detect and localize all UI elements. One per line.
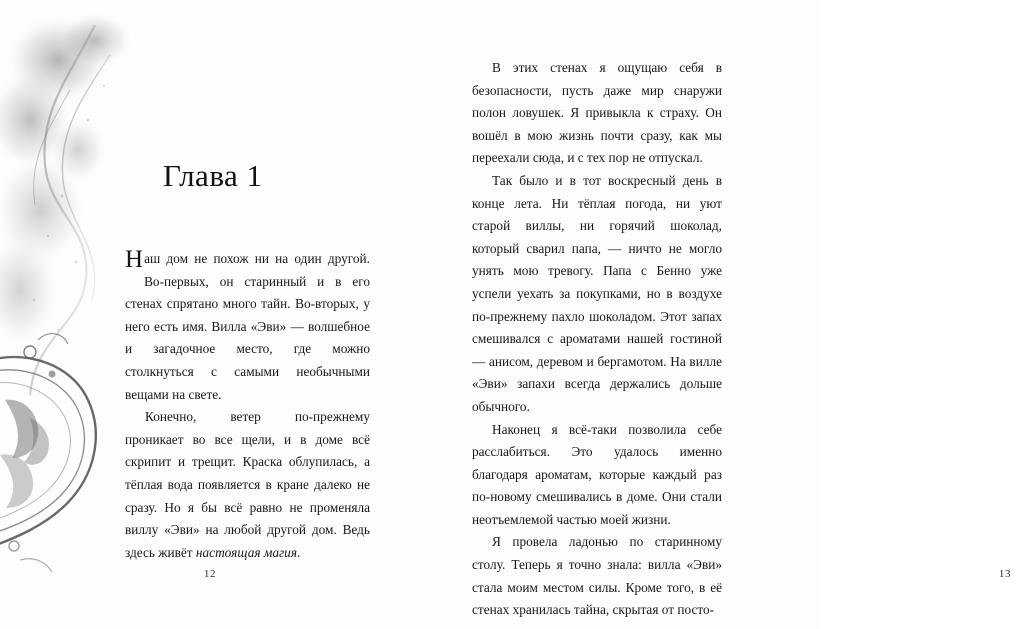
drop-cap: Н (125, 246, 144, 273)
page-number-right: 13 (998, 568, 1012, 580)
right-page-body (472, 57, 722, 622)
chapter-title: Глава 1 (163, 158, 263, 193)
paragraph: Наконец я всё-таки позволила себе расслабиться. Это удалось именно благодаря ароматам, которые каждый раз по-новому смешивались в доме. Они стали неотъемлемой частью моей жизни. (472, 421, 722, 527)
paragraph: Я провела ладонью по старинному столу. Теперь я точно знала: вилла «Эви» стала моим местом силы. Кроме того, в её стенах хранилась тайна, скрытая от посто- (472, 534, 722, 618)
paragraph: В этих стенах я ощущаю себя в безопасности, пусть даже мир снаружи полон ловушек. Я привыкла к страху. Он вошёл в мою жизнь почти сразу, как мы переехали сюда, и с тех пор не отпускал. (472, 60, 722, 166)
page-number-left: 12 (203, 568, 217, 580)
emphasis-text: настоящая магия (195, 544, 297, 560)
paragraph (125, 248, 370, 406)
paragraph (125, 406, 370, 564)
paragraph-text: аш дом не похож ни на один другой. Во-первых, он старинный и в его стенах спрятано много тайн. Во-вторых, у него есть имя. Вилла «Эви» — волшебное и загадочное место, где можно столкнуться с самыми необычными вещами на свете. (125, 251, 370, 402)
page-right (410, 0, 1012, 629)
paragraph: Так было и в тот воскресный день в конце лета. Ни тёплая погода, ни уют старой виллы, ни горячий шоколад, который сварил папа, — ничто не могло унять мою тревогу. Папа с Бенно уже успели уехать за покупками, но в воздухе по-прежнему пахло шоколадом. Этот запах смешивался с ароматами нашей гостиной — анисом, деревом и бергамотом. На вилле «Эви» запахи всегда держались дольше обычного. (472, 172, 722, 414)
left-page-body (125, 248, 370, 564)
paragraph-tail: . (297, 544, 301, 560)
paragraph-text: Конечно, ветер по-прежнему проникает во все щели, и в доме всё скрипит и трещит. Краска облупилась, а тёплая вода появляется в кране далеко не сразу. Но я бы всё равно не променяла виллу «Эви» на любой другой дом. Ведь здесь живёт (125, 409, 370, 560)
page-left (0, 0, 410, 629)
